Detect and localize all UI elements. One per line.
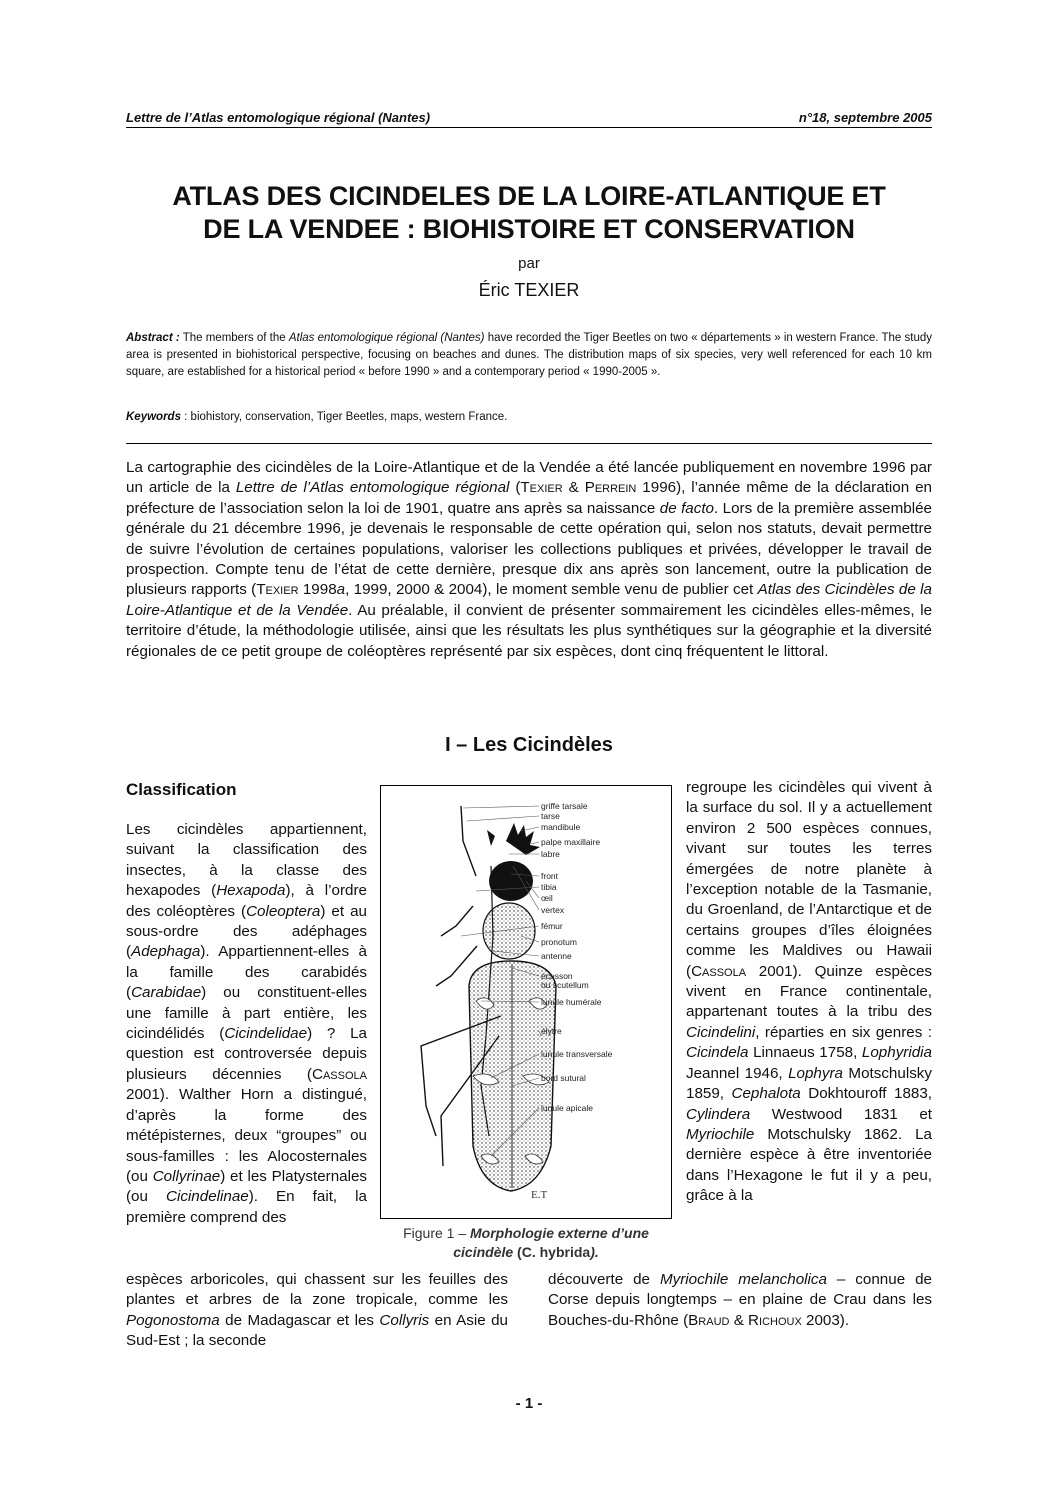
section-heading: I – Les Cicindèles [445,734,613,756]
figure-label: bord sutural [541,1073,586,1083]
body-text: regroupe les cicindèles qui vivent à la surface du sol. Il y a actuellement environ 2 500 espèces connues, vivant sur toutes les terres émergées de notre planète à l’exception notable de la Tasmanie, du Groenland, de l’Antarctique et de certains groupes d’îles éloignées comme les Maldives ou Hawaii ( [686,779,932,980]
body-text: & [729,1311,749,1329]
intro-italic: a [336,581,346,599]
body-text: – connue de Corse depuis longtemps – en plaine de Crau dans les Bouches-du-Rhône ( [548,1271,932,1329]
taxon-italic: Carabidae [131,984,202,1002]
left-column-continuation [126,1270,508,1352]
title-line-2: DE LA VENDEE : BIOHISTOIRE ET CONSERVATION [203,214,855,244]
intro-author-ref: Texier [520,479,563,497]
article-title [100,180,958,246]
intro-paragraph [126,458,932,662]
intro-text: . Lors de la première assemblée générale du 21 décembre 1996, je devenais le responsable de cette opération qui, selon nos statuts, devait permettre de suivre l’évolution de certaines populations, valoriser les collections publiques et privées, développer le travail de prospection. Compte tenu de l’état de cette dernière, presque dix ans après son lancement, outre la publication de plusieurs rapports ( [126,499,932,599]
body-text: ) ou constituent-elles une famille à part entière, les cicindélidés ( [126,984,367,1043]
keywords [126,409,932,426]
intro-text: ( [509,479,521,497]
caption-paren: ( [513,1244,522,1260]
author-ref: Cassola [691,962,747,980]
body-text: de Madagascar et les [219,1311,380,1329]
subsection-heading: Classification [126,780,237,799]
intro-italic: Lettre de l’Atlas entomologique régional [235,479,510,497]
right-column-text [686,778,932,1207]
figure-label: antenne [541,951,572,961]
running-header-journal: Lettre de l’Atlas entomologique régional (Nantes) [126,110,431,125]
intro-text: . Au préalable, il convient de présenter sommairement les cicindèles elles-mêmes, le territoire d’étude, la méthodologie utilisée, ainsi que les résultats les plus synthétiques sur la géographie et la diversité régionales de ce petit groupe de coléoptères représenté par six espèces, dont cinq fréquentent le littoral. [126,601,933,660]
abstract-text-2: have recorded the Tiger Beetles on two « départements » in western France. The study area is presented in biohistorical perspective, focusing on beaches and dunes. The distribution maps of six species, very well referenced for each 10 km square, are established for a historical period « before 1990 » and a contemporary period « 1990-2005 ». [126,332,932,378]
abstract-label: Abstract : [126,332,180,344]
intro-italic: de facto [659,499,714,517]
by-line: par [518,255,540,272]
beetle-head [489,861,533,901]
author-ref: Cassola [312,1065,367,1083]
figure-label: tibia [541,882,557,892]
taxon-italic: Cylindera [686,1105,751,1123]
figure-label: fémur [541,921,563,931]
abstract [126,330,932,381]
figure-label: labre [541,849,560,859]
intro-text: 1996), l’année même de la déclaration en préfecture de l’association selon la loi de 1901, quatre ans après sa naissance [126,479,932,517]
body-text: 2001). Quinze espèces vivent en France continentale, appartenant toutes à la tribu des [686,962,932,1021]
beetle-illustration [381,786,671,1218]
taxon-italic: Cicindela [686,1044,749,1062]
taxon-italic: Collyris [379,1311,430,1329]
figure-label: griffe tarsale [541,801,588,811]
intro-author-ref: Perrein [584,479,637,497]
body-text: Motschulsky 1862. La dernière espèce à être inventoriée dans l’Hexagone le fut il y a peu, grâce à la [686,1125,932,1205]
body-text: ). Appartiennent-elles à la famille des carabidés ( [126,943,367,1002]
author-ref: Richoux [748,1311,802,1329]
intro-text: , 1999, 2000 & 2004), le moment semble venu de publier cet [345,581,758,599]
taxon-italic: Lophyridia [861,1044,932,1062]
taxon-italic: Hexapoda [216,882,286,900]
figure-label: œil [541,893,553,903]
figure-label: tarse [541,811,560,821]
body-text: en Asie du Sud-Est ; la seconde [126,1311,508,1350]
figure-label: élytre [541,1026,562,1036]
body-text: ) ? La question est controversée depuis plusieurs décennies ( [126,1025,367,1083]
taxon-italic: Lophyra [788,1064,843,1082]
taxon-italic: Pogonostoma [126,1311,220,1329]
body-text: Jeannel 1946, [686,1064,789,1082]
figure-label: lunule apicale [541,1103,593,1113]
body-text: ), à l’ordre des coléoptères ( [126,882,367,920]
intro-text: & [562,479,585,497]
right-column-continuation [548,1270,932,1331]
caption-species: C. hybrida [521,1244,591,1260]
taxon-italic: Myriochile melancholica [659,1271,827,1288]
author-name: Éric TEXIER [478,280,580,300]
body-text: découverte de [548,1271,660,1288]
figure-label: vertex [541,905,565,915]
figure-label: mandibule [541,822,581,832]
figure-signature: E.T [531,1189,548,1201]
taxon-italic: Collyrinae [152,1167,221,1185]
figure-beetle-morphology [380,785,672,1219]
intro-text: 1998 [298,581,337,599]
abstract-divider [126,443,932,444]
body-text: espèces arboricoles, qui chassent sur les feuilles des plantes et arbres de la zone tropicale, comme les [126,1271,508,1309]
caption-title: Morphologie externe d’une cicindèle [453,1225,649,1260]
body-text: Les cicindèles appartiennent, suivant la classification des insectes, à la classe des hexapodes ( [126,821,367,900]
body-text: 2003). [801,1311,850,1329]
keywords-label: Keywords [126,411,181,423]
body-text: 2001). Walther Horn a distingué, d’après la forme des métépisternes, deux “groupes” ou sous-familles : les Alocosternales (ou [126,1086,367,1185]
running-header-issue: n°18, septembre 2005 [798,110,932,125]
abstract-italic: Atlas entomologique régional (Nantes) [288,332,485,344]
beetle-mandibles [487,823,540,855]
taxon-italic: Adephaga [131,943,201,961]
taxon-italic: Cephalota [731,1085,801,1103]
figure-label: écusson [541,971,573,981]
leader-line [463,806,539,808]
caption-close: ). [590,1244,599,1260]
body-text: Westwood 1831 et [750,1105,932,1123]
body-text: ) et au sous-ordre des adéphages ( [126,902,367,961]
body-text: , réparties en six genres : [755,1023,932,1041]
header-divider [126,127,932,128]
title-line-1: ATLAS DES CICINDELES DE LA LOIRE-ATLANTIQUE ET [172,181,886,211]
figure-caption [380,1224,672,1262]
taxon-italic: Myriochile [686,1125,755,1143]
page-number: - 1 - [515,1395,543,1412]
leader-line [467,816,539,821]
abstract-text-1: The members of the [179,332,289,344]
body-text: ). En fait, la première comprend des [126,1188,367,1226]
figure-label: lunule transversale [541,1049,613,1059]
keywords-text: : biohistory, conservation, Tiger Beetles, maps, western France. [180,411,508,423]
beetle-pronotum [483,903,535,959]
body-text: Dokhtouroff 1883, [800,1085,932,1103]
intro-text: La cartographie des cicindèles de la Loire-Atlantique et de la Vendée a été lancée publiquement en novembre 1996 par un article de la [126,459,932,497]
leader-line [531,842,539,844]
body-text: Motschulsky 1859, [686,1064,932,1103]
intro-italic: Atlas des Cicindèles de la Loire-Atlantique et de la Vendée [126,581,932,619]
taxon-italic: Cicindelidae [224,1025,308,1043]
figure-label: pronotum [541,937,577,947]
taxon-italic: Cicindelinae [165,1188,249,1206]
taxon-italic: Coleoptera [246,902,321,920]
body-text: ) et les Platysternales (ou [126,1167,368,1206]
taxon-italic: Cicindelini [686,1023,756,1041]
author-ref: Braud [688,1311,730,1329]
figure-label: palpe maxillaire [541,837,601,847]
figure-label: ou scutellum [541,980,589,990]
figure-label: front [541,871,559,881]
figure-label: lunule humérale [541,997,602,1007]
intro-author-ref: Texier [256,581,299,599]
body-text: Linnaeus 1758, [748,1044,862,1062]
caption-prefix: Figure 1 – [403,1225,471,1241]
left-column-text [126,820,367,1228]
